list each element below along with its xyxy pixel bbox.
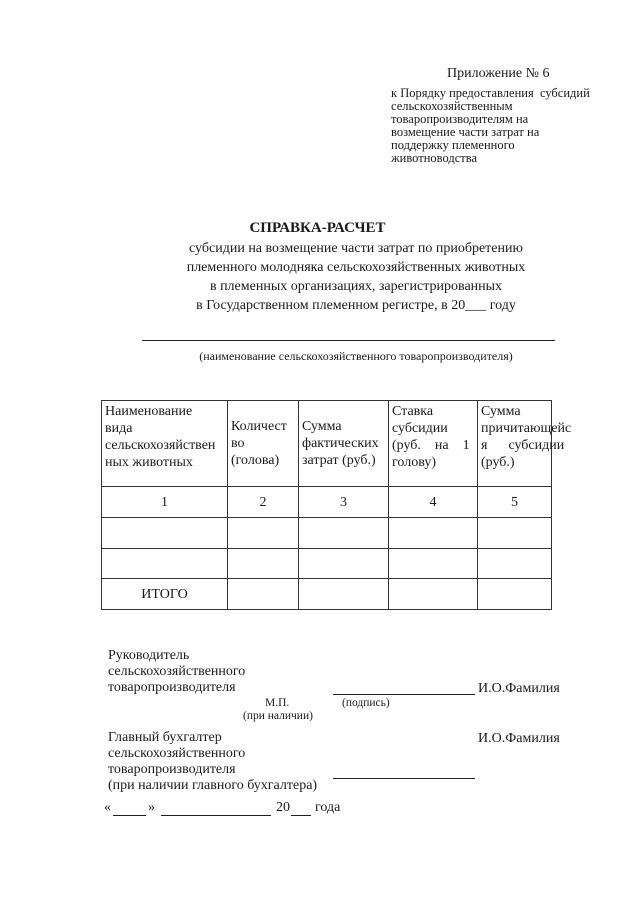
header-quantity	[228, 401, 299, 487]
document-title: СПРАВКА-РАСЧЕТ	[249, 220, 386, 236]
header-text: сельскохозяйствен	[105, 438, 216, 453]
table-cell[interactable]	[478, 579, 552, 610]
header-text: затрат (руб.)	[302, 453, 376, 468]
header-text: субсидии	[392, 421, 448, 436]
header-actual-costs	[299, 401, 389, 487]
table-cell[interactable]	[299, 518, 389, 549]
signature-caption: (подпись)	[342, 697, 390, 709]
date-open-quote: «	[104, 800, 111, 815]
column-number: 4	[389, 487, 478, 518]
producer-name-caption: (наименование сельскохозяйственного товаропроизводителя)	[199, 349, 513, 363]
subtitle-line: племенного молодняка сельскохозяйственных животных	[186, 260, 526, 275]
table-cell[interactable]	[389, 518, 478, 549]
header-text: во	[231, 436, 245, 451]
appendix-line: животноводства	[391, 151, 477, 165]
appendix-title: Приложение № 6	[447, 66, 550, 81]
subtitle-line: в Государственном племенном регистре, в 20___ году	[196, 298, 516, 313]
header-subsidy-rate	[389, 401, 478, 487]
header-text: Количест	[231, 419, 287, 434]
appendix-line: сельскохозяйственным	[391, 99, 513, 113]
table-cell[interactable]	[228, 518, 299, 549]
signature-label-line: (при наличии главного бухгалтера)	[108, 778, 318, 793]
header-text: причитающейс	[481, 421, 572, 436]
header-text: Сумма	[481, 404, 521, 419]
appendix-line: к Порядку предоставления субсидий	[391, 86, 590, 100]
signature-label-line: Руководитель	[108, 648, 190, 663]
header-text: вида	[105, 421, 133, 436]
calculation-table	[101, 400, 572, 610]
date-close-quote: »	[148, 800, 155, 815]
header-animal-type	[102, 401, 228, 487]
table-cell[interactable]	[389, 549, 478, 579]
subtitle-line: в племенных организациях, зарегистрированных	[209, 279, 503, 294]
date-month-line[interactable]	[161, 815, 271, 816]
stamp-note: (при наличии)	[243, 710, 313, 722]
column-number: 1	[102, 487, 228, 518]
date-year-prefix: 20	[276, 800, 290, 815]
signature-label-line: товаропроизводителя	[108, 762, 236, 777]
producer-name-line[interactable]	[142, 340, 555, 341]
table-cell[interactable]	[228, 549, 299, 579]
header-subsidy-due	[478, 401, 572, 487]
head-fio: И.О.Фамилия	[478, 681, 560, 696]
table-cell[interactable]	[389, 579, 478, 610]
table-cell[interactable]	[299, 549, 389, 579]
table-total-row	[102, 579, 552, 610]
table-header-row	[102, 401, 552, 487]
date-year-suffix: года	[315, 800, 341, 815]
header-text: Наименование	[105, 404, 193, 419]
signature-label-line: сельскохозяйственного	[108, 664, 246, 679]
table-row	[102, 549, 552, 579]
stamp-label: М.П.	[265, 697, 290, 709]
header-text: я субсидии	[481, 438, 565, 453]
header-text: Ставка	[392, 404, 434, 419]
appendix-line: возмещение части затрат на	[391, 125, 540, 139]
accountant-signature-label	[108, 730, 317, 794]
table-number-row	[102, 487, 552, 518]
column-number: 5	[478, 487, 552, 518]
date-day-line[interactable]	[113, 815, 146, 816]
appendix-reference	[391, 87, 623, 165]
table-cell[interactable]	[102, 549, 228, 579]
head-signature-line[interactable]	[333, 694, 475, 695]
header-text: голову)	[392, 455, 436, 470]
subtitle-line: субсидии на возмещение части затрат по приобретению	[189, 241, 523, 256]
signature-label-line: сельскохозяйственного	[108, 746, 246, 761]
header-text: фактических	[302, 436, 379, 451]
head-signature-label	[108, 648, 245, 696]
table-cell[interactable]	[102, 518, 228, 549]
date-year-line[interactable]	[291, 815, 311, 816]
signature-label-line: Главный бухгалтер	[108, 730, 222, 745]
table-cell[interactable]	[228, 579, 299, 610]
appendix-line: товаропроизводителям на	[391, 112, 529, 126]
document-subtitle	[0, 239, 635, 315]
header-text: ных животных	[105, 455, 193, 470]
accountant-signature-line[interactable]	[333, 778, 475, 779]
total-label: ИТОГО	[102, 579, 228, 610]
signature-label-line: товаропроизводителя	[108, 680, 236, 695]
column-number: 2	[228, 487, 299, 518]
table-cell[interactable]	[478, 518, 552, 549]
appendix-line: поддержку племенного	[391, 138, 515, 152]
header-text: (голова)	[231, 453, 280, 468]
table-row	[102, 518, 552, 549]
header-text: Сумма	[302, 419, 342, 434]
table-cell[interactable]	[299, 579, 389, 610]
header-text: (руб.)	[481, 455, 515, 470]
column-number: 3	[299, 487, 389, 518]
table-cell[interactable]	[478, 549, 552, 579]
header-text: (руб. на 1	[392, 438, 470, 453]
accountant-fio: И.О.Фамилия	[478, 731, 560, 746]
